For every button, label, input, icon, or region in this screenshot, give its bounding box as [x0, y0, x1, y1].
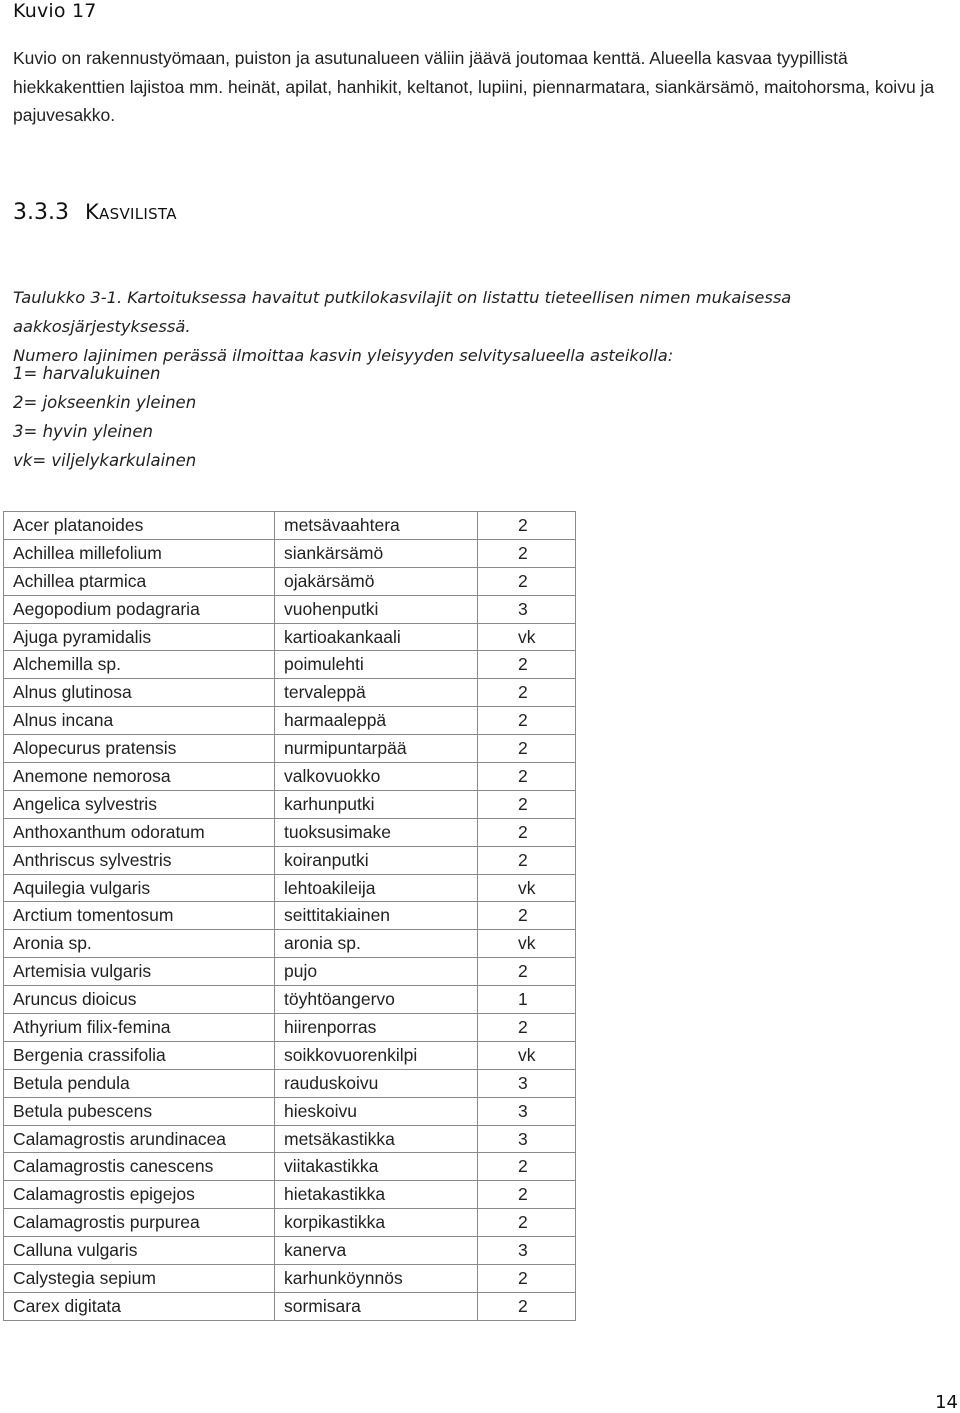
table-row: [4, 790, 576, 818]
finnish-name-cell: karhunköynnös: [275, 1265, 478, 1293]
table-row: [4, 679, 576, 707]
finnish-name-cell: nurmipuntarpää: [275, 735, 478, 763]
scientific-name-cell: Athyrium filix-femina: [4, 1014, 275, 1042]
finnish-name-cell: aronia sp.: [275, 930, 478, 958]
scientific-name-cell: Calamagrostis epigejos: [4, 1181, 275, 1209]
frequency-cell: 2: [478, 679, 576, 707]
finnish-name-cell: valkovuokko: [275, 763, 478, 791]
frequency-cell: 1: [478, 986, 576, 1014]
frequency-cell: 3: [478, 1125, 576, 1153]
frequency-cell: 2: [478, 846, 576, 874]
frequency-cell: 3: [478, 1097, 576, 1125]
scientific-name-cell: Alopecurus pratensis: [4, 735, 275, 763]
finnish-name-cell: vuohenputki: [275, 595, 478, 623]
scientific-name-cell: Calluna vulgaris: [4, 1237, 275, 1265]
table-row: [4, 930, 576, 958]
finnish-name-cell: lehtoakileija: [275, 874, 478, 902]
table-row: [4, 623, 576, 651]
table-row: [4, 735, 576, 763]
table-row: [4, 595, 576, 623]
figure-heading: Kuvio 17: [13, 0, 97, 22]
frequency-cell: 2: [478, 1265, 576, 1293]
table-row: [4, 1097, 576, 1125]
table-row: [4, 874, 576, 902]
table-row: [4, 958, 576, 986]
frequency-cell: 2: [478, 902, 576, 930]
finnish-name-cell: harmaaleppä: [275, 707, 478, 735]
frequency-cell: 3: [478, 595, 576, 623]
frequency-legend: [13, 359, 196, 475]
frequency-cell: 3: [478, 1237, 576, 1265]
table-row: [4, 567, 576, 595]
frequency-cell: 2: [478, 567, 576, 595]
table-row: [4, 1153, 576, 1181]
frequency-cell: 2: [478, 790, 576, 818]
scientific-name-cell: Calamagrostis purpurea: [4, 1209, 275, 1237]
finnish-name-cell: pujo: [275, 958, 478, 986]
scientific-name-cell: Aronia sp.: [4, 930, 275, 958]
frequency-cell: 2: [478, 1292, 576, 1320]
finnish-name-cell: koiranputki: [275, 846, 478, 874]
finnish-name-cell: metsäkastikka: [275, 1125, 478, 1153]
scientific-name-cell: Achillea millefolium: [4, 539, 275, 567]
scientific-name-cell: Alchemilla sp.: [4, 651, 275, 679]
frequency-cell: 2: [478, 1209, 576, 1237]
scientific-name-cell: Anthriscus sylvestris: [4, 846, 275, 874]
frequency-cell: vk: [478, 930, 576, 958]
scientific-name-cell: Aegopodium podagraria: [4, 595, 275, 623]
species-table-body: [4, 512, 576, 1321]
table-row: [4, 1069, 576, 1097]
frequency-cell: 2: [478, 1181, 576, 1209]
frequency-cell: vk: [478, 1041, 576, 1069]
table-row: [4, 1041, 576, 1069]
scientific-name-cell: Betula pendula: [4, 1069, 275, 1097]
table-row: [4, 512, 576, 540]
species-table: [3, 511, 576, 1321]
table-row: [4, 1181, 576, 1209]
frequency-cell: vk: [478, 623, 576, 651]
finnish-name-cell: karhunputki: [275, 790, 478, 818]
table-row: [4, 1014, 576, 1042]
table-row: [4, 1125, 576, 1153]
scientific-name-cell: Acer platanoides: [4, 512, 275, 540]
scientific-name-cell: Bergenia crassifolia: [4, 1041, 275, 1069]
frequency-cell: 2: [478, 539, 576, 567]
legend-item: 3= hyvin yleinen: [13, 422, 153, 441]
scientific-name-cell: Aruncus dioicus: [4, 986, 275, 1014]
scientific-name-cell: Anthoxanthum odoratum: [4, 818, 275, 846]
finnish-name-cell: kartioakankaali: [275, 623, 478, 651]
scientific-name-cell: Anemone nemorosa: [4, 763, 275, 791]
frequency-cell: 2: [478, 707, 576, 735]
finnish-name-cell: viitakastikka: [275, 1153, 478, 1181]
finnish-name-cell: korpikastikka: [275, 1209, 478, 1237]
table-row: [4, 707, 576, 735]
scientific-name-cell: Achillea ptarmica: [4, 567, 275, 595]
table-row: [4, 651, 576, 679]
section-heading: [13, 200, 177, 225]
frequency-cell: 2: [478, 651, 576, 679]
scientific-name-cell: Ajuga pyramidalis: [4, 623, 275, 651]
table-row: [4, 1292, 576, 1320]
scientific-name-cell: Calamagrostis arundinacea: [4, 1125, 275, 1153]
frequency-cell: 2: [478, 1153, 576, 1181]
finnish-name-cell: tervaleppä: [275, 679, 478, 707]
legend-item: 2= jokseenkin yleinen: [13, 393, 197, 412]
finnish-name-cell: kanerva: [275, 1237, 478, 1265]
scientific-name-cell: Artemisia vulgaris: [4, 958, 275, 986]
finnish-name-cell: hieskoivu: [275, 1097, 478, 1125]
intro-paragraph: Kuvio on rakennustyömaan, puiston ja asutunalueen väliin jäävä joutomaa kenttä. Alueella kasvaa tyypillistä hiekkakenttien lajistoa mm. heinät, apilat, hanhikit, keltanot, lupiini, piennarmatara, siankärsämö, maitohorsma, koivu ja pajuvesakko.: [13, 48, 935, 125]
scientific-name-cell: Carex digitata: [4, 1292, 275, 1320]
caption-line-2: Numero lajinimen perässä ilmoittaa kasvin yleisyyden selvitysalueella asteikolla:: [13, 346, 674, 365]
section-number: 3.3.3: [13, 200, 69, 225]
frequency-cell: vk: [478, 874, 576, 902]
scientific-name-cell: Alnus incana: [4, 707, 275, 735]
finnish-name-cell: seittitakiainen: [275, 902, 478, 930]
frequency-cell: 2: [478, 818, 576, 846]
frequency-cell: 2: [478, 1014, 576, 1042]
scientific-name-cell: Calystegia sepium: [4, 1265, 275, 1293]
finnish-name-cell: tuoksusimake: [275, 818, 478, 846]
caption-line-1: Taulukko 3-1. Kartoituksessa havaitut putkilokasvilajit on listattu tieteellisen nimen mukaisessa aakkosjärjestyksessä.: [13, 288, 792, 336]
table-caption: [13, 283, 958, 370]
finnish-name-cell: soikkovuorenkilpi: [275, 1041, 478, 1069]
table-row: [4, 986, 576, 1014]
scientific-name-cell: Angelica sylvestris: [4, 790, 275, 818]
finnish-name-cell: ojakärsämö: [275, 567, 478, 595]
finnish-name-cell: sormisara: [275, 1292, 478, 1320]
scientific-name-cell: Alnus glutinosa: [4, 679, 275, 707]
finnish-name-cell: hietakastikka: [275, 1181, 478, 1209]
table-row: [4, 846, 576, 874]
finnish-name-cell: töyhtöangervo: [275, 986, 478, 1014]
scientific-name-cell: Aquilegia vulgaris: [4, 874, 275, 902]
table-row: [4, 1209, 576, 1237]
table-row: [4, 818, 576, 846]
table-row: [4, 902, 576, 930]
scientific-name-cell: Betula pubescens: [4, 1097, 275, 1125]
finnish-name-cell: metsävaahtera: [275, 512, 478, 540]
frequency-cell: 2: [478, 512, 576, 540]
table-row: [4, 1237, 576, 1265]
frequency-cell: 2: [478, 735, 576, 763]
frequency-cell: 2: [478, 763, 576, 791]
section-title: Kasvilista: [84, 200, 177, 224]
legend-item: 1= harvalukuinen: [13, 364, 161, 383]
page-number: 14: [935, 1392, 958, 1413]
finnish-name-cell: rauduskoivu: [275, 1069, 478, 1097]
finnish-name-cell: poimulehti: [275, 651, 478, 679]
scientific-name-cell: Calamagrostis canescens: [4, 1153, 275, 1181]
finnish-name-cell: hiirenporras: [275, 1014, 478, 1042]
table-row: [4, 763, 576, 791]
frequency-cell: 2: [478, 958, 576, 986]
frequency-cell: 3: [478, 1069, 576, 1097]
finnish-name-cell: siankärsämö: [275, 539, 478, 567]
table-row: [4, 1265, 576, 1293]
table-row: [4, 539, 576, 567]
legend-item: vk= viljelykarkulainen: [13, 451, 197, 470]
scientific-name-cell: Arctium tomentosum: [4, 902, 275, 930]
